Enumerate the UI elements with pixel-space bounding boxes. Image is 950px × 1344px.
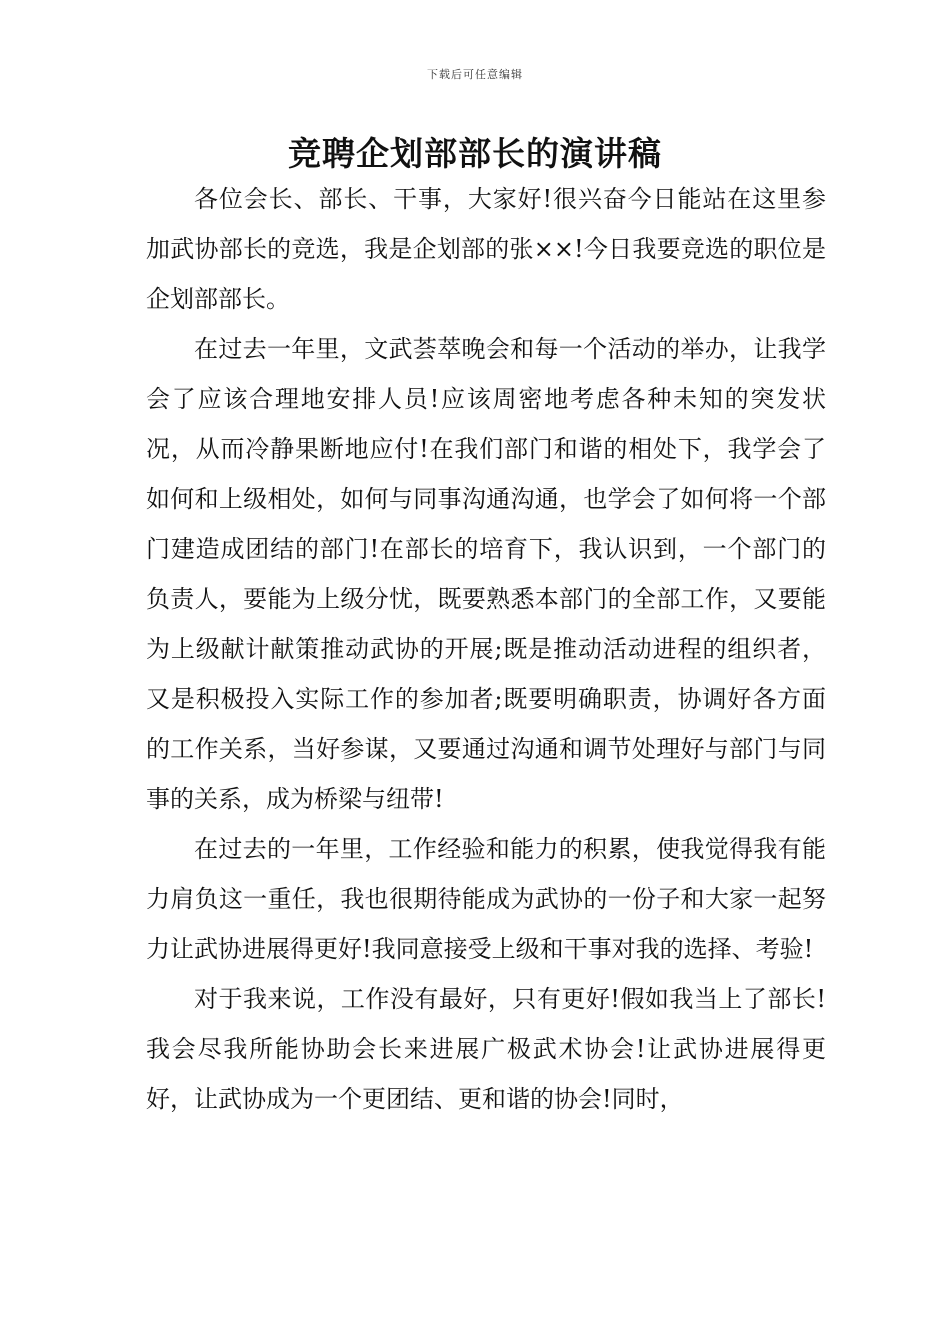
paragraph-2: 在过去一年里，文武荟萃晚会和每一个活动的举办，让我学会了应该合理地安排人员!应该周密地考虑各种未知的突发状况，从而冷静果断地应付!在我们部门和谐的相处下，我学会了如何和上级相处，如何与同事沟通沟通，也学会了如何将一个部门建造成团结的部门!在部长的培育下，我认识到，一个部门的负责人，要能为上级分忧，既要熟悉本部门的全部工作，又要能为上级献计献策推动武协的开展;既是推动活动进程的组织者，又是积极投入实际工作的参加者;既要明确职责，协调好各方面的工作关系，当好参谋，又要通过沟通和调节处理好与部门与同事的关系，成为桥梁与纽带! [146, 335, 826, 813]
paragraph-3: 在过去的一年里，工作经验和能力的积累，使我觉得我有能力肩负这一重任，我也很期待能成为武协的一份子和大家一起努力让武协进展得更好!我同意接受上级和干事对我的选择、考验! [146, 835, 826, 963]
document-title: 竞聘企划部部长的演讲稿 [288, 134, 662, 173]
paragraph-1: 各位会长、部长、干事，大家好!很兴奋今日能站在这里参加武协部长的竞选，我是企划部的张××!今日我要竞选的职位是企划部部长。 [146, 185, 826, 313]
document-body [146, 174, 826, 1124]
header-note: 下载后可任意编辑 [427, 68, 523, 81]
paragraph-4: 对于我来说，工作没有最好，只有更好!假如我当上了部长!我会尽我所能协助会长来进展广极武术协会!让武协进展得更好，让武协成为一个更团结、更和谐的协会!同时， [146, 985, 826, 1113]
